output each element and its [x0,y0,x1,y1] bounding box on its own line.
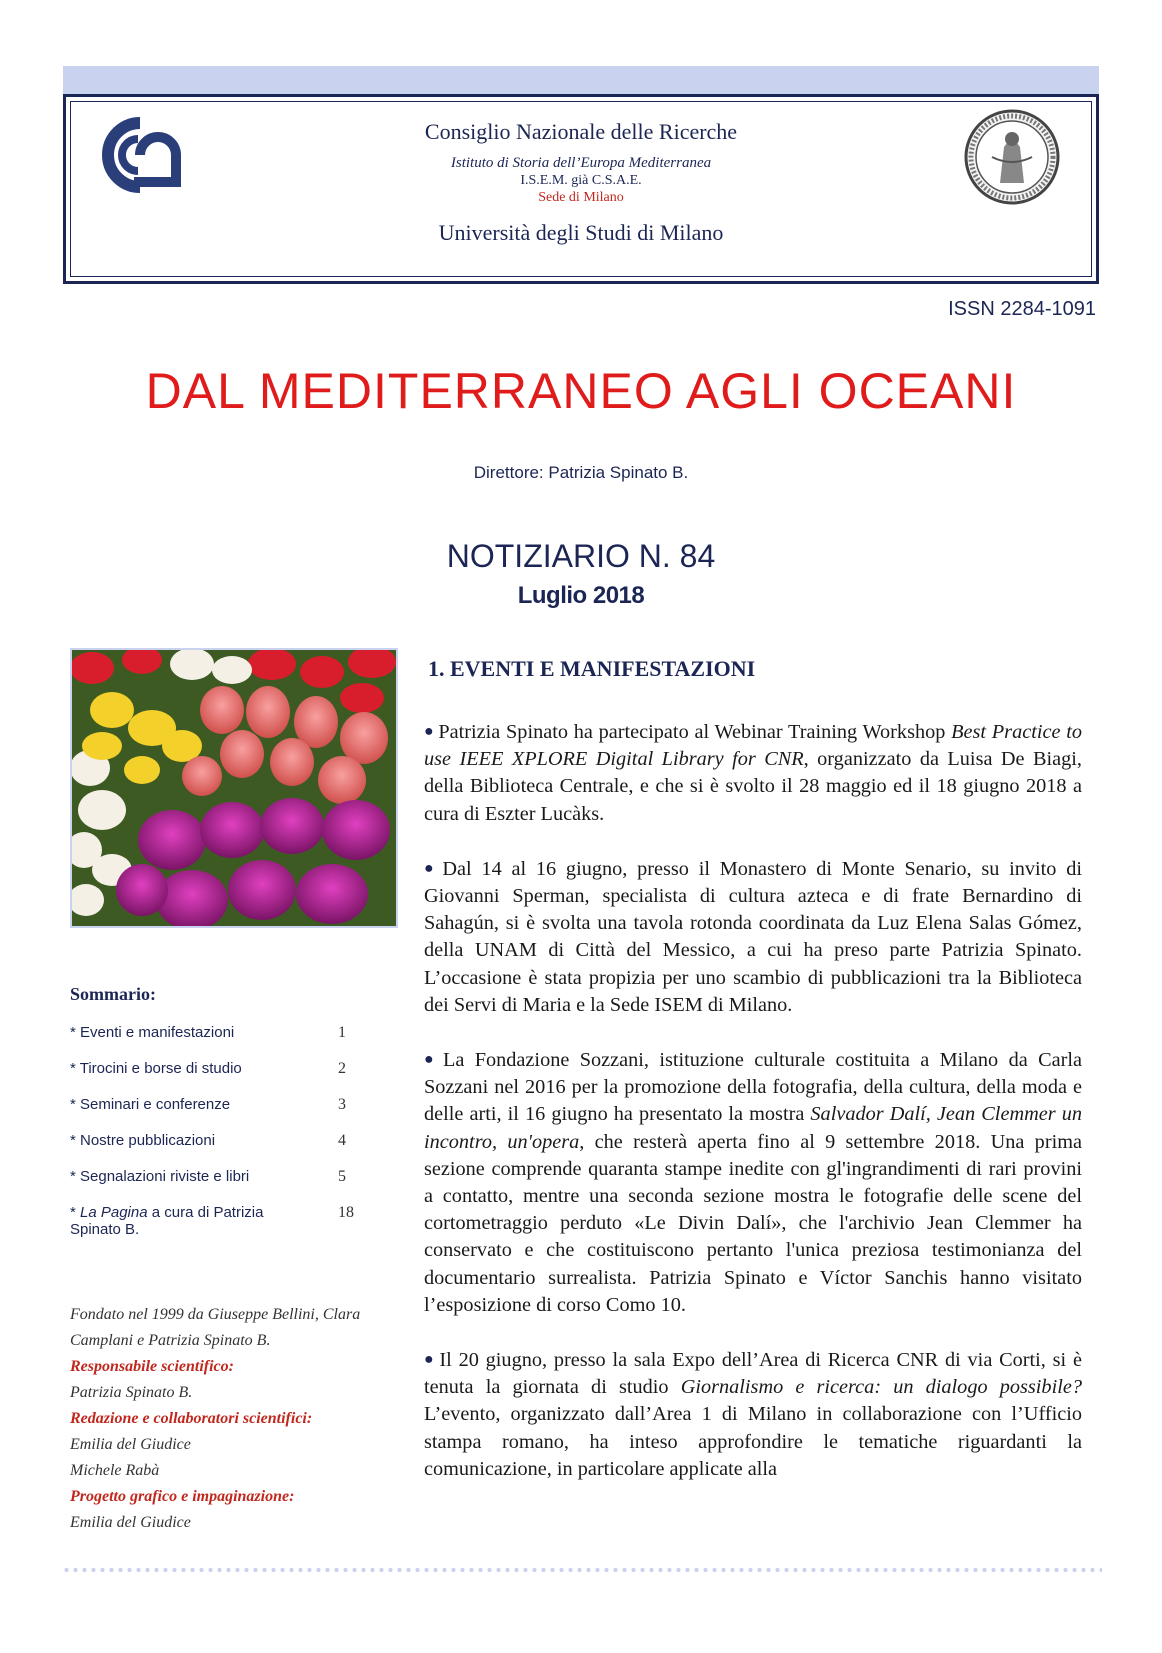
masthead-text [226,119,936,246]
paragraph-text: , organizzato da Luisa De Biagi, della Biblioteca Centrale, e che si è svolto il 28 maggio ed il 18 giugno 2018 a cura di Eszter Lucàks. [424,748,1082,825]
progetto-label: Progetto grafico e impaginazione: [70,1488,295,1505]
article-paragraph [424,718,1082,828]
director: Direttore: Patrizia Spinato B. [473,463,689,482]
toc-item-label: * Segnalazioni riviste e libri [70,1168,250,1185]
isem-acronym: I.S.E.M. già C.S.A.E. [520,173,642,188]
toc-item[interactable] [70,1204,360,1254]
tulips-image [72,650,396,926]
redazione-label: Redazione e collaboratori scientifici: [70,1410,313,1427]
redazione-name: Michele Rabà [70,1462,160,1479]
toc-item[interactable] [70,1132,360,1168]
paragraph-text: , che resterà aperta fino al 9 settembre 2018. Una prima sezione comprende quaranta stampe inedite con gl'ingrandimenti di rari provini a contatto, mentre una seconda sezione mostra le fotografie delle scene del cortometraggio perduto «Le Divin Dalí», che l'archivio Jean Clemmer ha conservato e che costituiscono pertanto l'unica preziosa testimonianza del documentario surrealista. Patrizia Spinato e Víctor Sanchis hanno visitato l’esposizione di corso Como 10. [424,1130,1082,1316]
toc-item-page: 1 [338,1024,346,1041]
toc-item[interactable] [70,1168,360,1204]
toc-item-page: 2 [338,1060,346,1077]
toc-item[interactable] [70,1096,360,1132]
toc-item-label: * Tirocini e borse di studio [70,1060,242,1077]
article-paragraph [424,855,1082,1019]
resp-name: Patrizia Spinato B. [70,1384,193,1401]
toc-item-page: 4 [338,1132,346,1149]
toc-item[interactable] [70,1024,360,1060]
paragraph-text: Patrizia Spinato ha partecipato al Webinar Training Workshop [438,721,952,743]
toc-item-label [70,1204,315,1238]
paragraph-text: L’evento, organizzato dall’Area 1 di Milano in collaborazione con l’Ufficio stampa romano, ha inteso approfondire le tematiche riguardanti la comunicazione, in particolare applicate alla [424,1403,1082,1480]
article-body [424,718,1082,1510]
table-of-contents [70,1024,360,1254]
bullet-icon: ● [424,1051,439,1069]
journal-title: DAL MEDITERRANEO AGLI OCEANI [145,363,1017,419]
paragraph-text: Dal 14 al 16 giugno, presso il Monastero di Monte Senario, su invito di Giovanni Sperman, specialista di cultura azteca e di frate Bernardino di Sahagún, si è svolta una tavola rotonda coordinata da Luz Elena Salas Gómez, della UNAM di Città del Messico, a cui ha preso parte Patrizia Spinato. L’occasione è stata propizia per uno scambio di pubblicazioni tra la Biblioteca dei Servi di Maria e la Sede ISEM di Milano. [424,857,1082,1016]
toc-item-label-italic: La Pagina [80,1204,148,1221]
bullet-icon: ● [424,1351,436,1369]
section-title: 1. EVENTI E MANIFESTAZIONI [428,656,756,681]
sommario-title: Sommario: [70,984,156,1004]
article-paragraph [424,1046,1082,1319]
toc-item[interactable] [70,1060,360,1096]
credits [70,1302,390,1536]
university-name: Università degli Studi di Milano [438,220,724,245]
bullet-icon: ● [424,723,435,740]
resp-label: Responsabile scientifico: [70,1358,234,1375]
toc-item-label: * Seminari e conferenze [70,1096,231,1113]
issue-number: NOTIZIARIO N. 84 [446,538,716,574]
issn: ISSN 2284-1091 [948,298,1096,320]
university-seal-icon [962,107,1062,207]
cnr-logo-icon [90,117,190,193]
redazione-name: Emilia del Giudice [70,1436,191,1453]
article-paragraph [424,1346,1082,1483]
toc-item-label: * Eventi e manifestazioni [70,1024,235,1041]
sede-label: Sede di Milano [538,190,624,205]
issue-date: Luglio 2018 [517,582,645,609]
toc-item-page: 3 [338,1096,346,1113]
footer-dotted-line [62,1567,1102,1573]
toc-item-page: 5 [338,1168,346,1185]
toc-item-label-prefix: * [70,1204,81,1221]
masthead [63,94,1099,284]
paragraph-italic: Giornalismo e ricerca: un dialogo possibile? [680,1376,1082,1399]
founded-note: Fondato nel 1999 da Giuseppe Bellini, Clara Camplani e Patrizia Spinato B. [70,1306,361,1349]
tulips-photo [70,648,398,928]
toc-item-page: 18 [338,1204,354,1221]
cnr-name: Consiglio Nazionale delle Ricerche [424,119,738,144]
paragraph-text: La Fondazione Sozzani, istituzione culturale costituita a Milano da Carla Sozzani nel 2016 per la promozione della fotografia, della cultura, della moda e delle arti, il 16 giugno ha presentato la mostra [424,1049,1082,1126]
paragraph-italic: Salvador Dalí, Jean Clemmer un incontro, un'opera [424,1103,1082,1153]
progetto-name: Emilia del Giudice [70,1514,191,1531]
bullet-icon: ● [424,859,439,877]
toc-item-label: * Nostre pubblicazioni [70,1132,216,1149]
paragraph-italic: Best Practice to use IEEE XPLORE Digital Library for CNR [424,721,1082,771]
toc-item-label-rest: a cura di Patrizia Spinato B. [70,1204,264,1238]
header-band [63,66,1099,94]
isem-name: Istituto di Storia dell’Europa Mediterranea [450,155,712,171]
paragraph-text: Il 20 giugno, presso la sala Expo dell’Area di Ricerca CNR di via Corti, si è tenuta la giornata di studio [424,1349,1082,1399]
